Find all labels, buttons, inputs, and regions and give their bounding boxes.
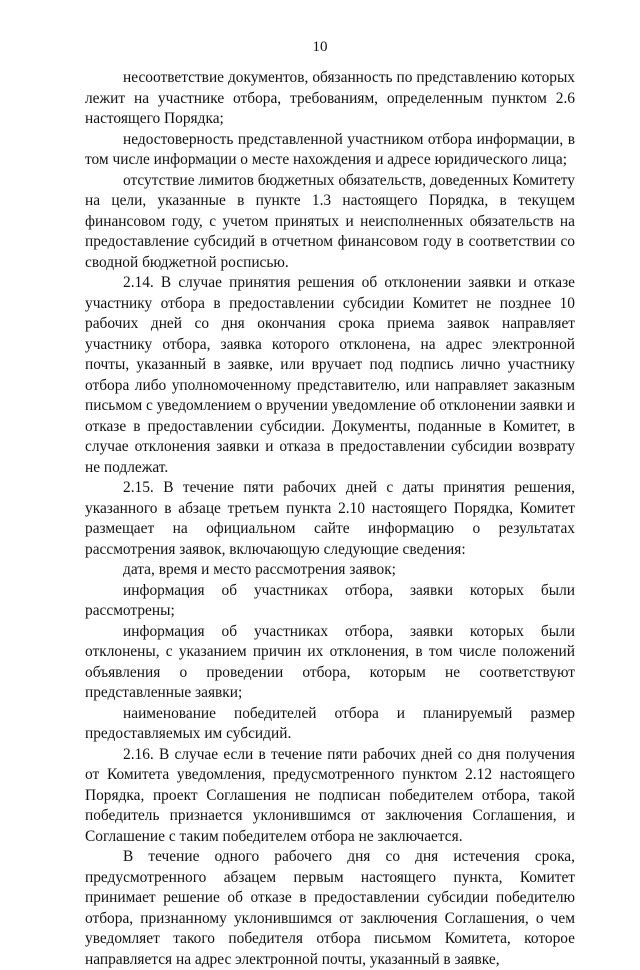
document-body xyxy=(85,68,575,970)
paragraph-refusal-decision: В течение одного рабочего дня со дня истечения срока, предусмотренного абзацем первым настоящего пункта, Комитет принимает решение об отказе в предоставлении субсидии победителю отбора, признанному уклонившимся от заключения Соглашения, о чем уведомляет такого победителя отбора письмом Комитета, которое направляется на адрес электронной почты, указанный в заявке, xyxy=(85,848,575,968)
paragraph-budget-limits: отсутствие лимитов бюджетных обязательств, доведенных Комитету на цели, указанные в пункте 1.3 настоящего Порядка, в текущем финансовом году, с учетом принятых и неисполненных обязательств на предоставление субсидий в отчетном финансовом году в соответствии со сводной бюджетной росписью. xyxy=(85,171,575,271)
paragraph-clause-2-14: 2.14. В случае принятия решения об отклонении заявки и отказе участнику отбора в предоставлении субсидии Комитет не позднее 10 рабочих дней со дня окончания срока приема заявок направляет участнику отбора, заявка которого отклонена, на адрес электронной почты, указанный в заявке, или вручает под подпись лично участнику отбора либо уполномоченному представителю, или направляет заказным письмом с уведомлением о вручении уведомление об отклонении заявки и отказе в предоставлении субсидии. Документы, поданные в Комитет, в случае отклонения заявки и отказа в предоставлении субсидии возврату не подлежат. xyxy=(85,274,575,476)
paragraph-clause-2-15: 2.15. В течение пяти рабочих дней с даты принятия решения, указанного в абзаце третьем пункта 2.10 настоящего Порядка, Комитет размещает на официальном сайте информацию о результатах рассмотрения заявок, включающую следующие сведения: xyxy=(85,479,575,558)
paragraph-participants-reviewed: информация об участниках отбора, заявки которых были рассмотрены; xyxy=(85,581,575,619)
paragraph-clause-2-16: 2.16. В случае если в течение пяти рабочих дней со дня получения от Комитета уведомления, предусмотренного пунктом 2.12 настоящего Порядка, проект Соглашения не подписан победителем отбора, такой победитель признается уклонившимся от заключения Соглашения, и Соглашение с таким победителем отбора не заключается. xyxy=(85,745,575,845)
paragraph-participants-rejected: информация об участниках отбора, заявки которых были отклонены, с указанием причин их отклонения, в том числе положений объявления о проведении отбора, которым не соответствуют представленные заявки; xyxy=(85,622,575,701)
paragraph-winners: наименование победителей отбора и планируемый размер предоставляемых им субсидий. xyxy=(85,704,575,742)
paragraph-unreliable-information: недостоверность представленной участником отбора информации, в том числе информации о месте нахождения и адресе юридического лица; xyxy=(85,130,575,168)
paragraph-date-time-place: дата, время и место рассмотрения заявок; xyxy=(123,561,396,578)
paragraph-mismatch-documents: несоответствие документов, обязанность по представлению которых лежит на участнике отбора, требованиям, определенным пунктом 2.6 настоящего Порядка; xyxy=(85,69,575,127)
page-number: 10 xyxy=(312,39,328,55)
